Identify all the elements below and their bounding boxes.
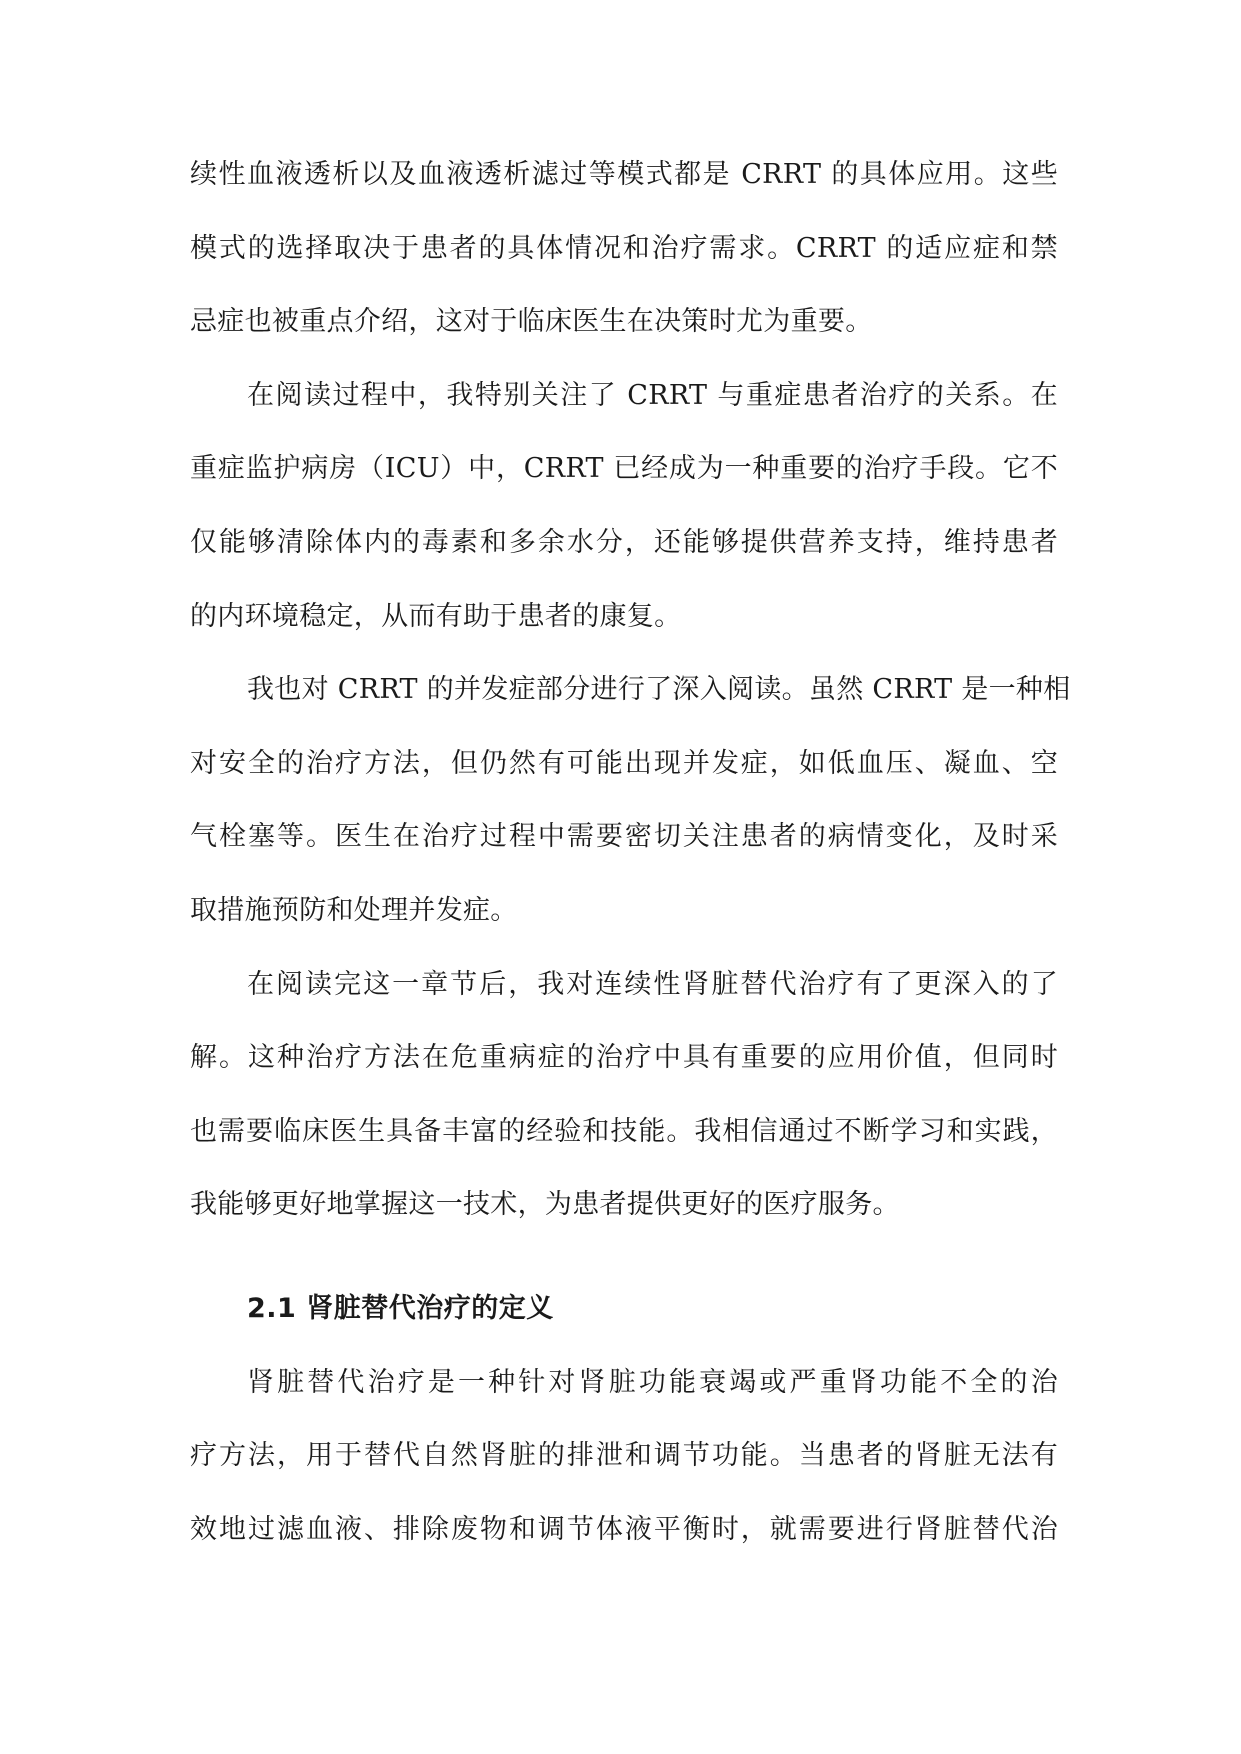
text-line: 在阅读完这一章节后，我对连续性肾脏替代治疗有了更深入的了: [247, 968, 1058, 1000]
text-line: 疗方法，用于替代自然肾脏的排泄和调节功能。当患者的肾脏无法有: [190, 1440, 1058, 1472]
text-line: 忌症也被重点介绍，这对于临床医生在决策时尤为重要。: [190, 306, 873, 338]
section-paragraph: [190, 1346, 1058, 1567]
paragraph-1: [190, 138, 1058, 359]
text-line: 我也对 CRRT 的并发症部分进行了深入阅读。虽然 CRRT 是一种相: [247, 674, 1071, 706]
text-line: 也需要临床医生具备丰富的经验和技能。我相信通过不断学习和实践，: [190, 1115, 1058, 1147]
text-line: 模式的选择取决于患者的具体情况和治疗需求。CRRT 的适应症和禁: [190, 232, 1058, 264]
text-line: 续性血液透析以及血液透析滤过等模式都是 CRRT 的具体应用。这些: [190, 159, 1058, 190]
text-line: 仅能够清除体内的毒素和多余水分，还能够提供营养支持，维持患者: [190, 526, 1058, 558]
text-line: 重症监护病房（ICU）中，CRRT 已经成为一种重要的治疗手段。它不: [190, 453, 1058, 485]
text-line: 肾脏替代治疗是一种针对肾脏功能衰竭或严重肾功能不全的治: [247, 1366, 1058, 1398]
text-line: 的内环境稳定，从而有助于患者的康复。: [190, 600, 682, 632]
document-page: [190, 138, 1071, 1566]
text-line: 效地过滤血液、排除废物和调节体液平衡时，就需要进行肾脏替代治: [190, 1513, 1058, 1545]
paragraph-4: [190, 948, 1058, 1242]
text-line: 气栓塞等。医生在治疗过程中需要密切关注患者的病情变化，及时采: [190, 821, 1058, 853]
text-line: 在阅读过程中，我特别关注了 CRRT 与重症患者治疗的关系。在: [247, 379, 1058, 411]
paragraph-3: [190, 653, 1071, 947]
text-line: 取措施预防和处理并发症。: [190, 894, 518, 926]
text-line: 解。这种治疗方法在危重病症的治疗中具有重要的应用价值，但同时: [190, 1042, 1058, 1074]
section-heading: 2.1 肾脏替代治疗的定义: [247, 1292, 554, 1324]
text-line: 我能够更好地掌握这一技术，为患者提供更好的医疗服务。: [190, 1189, 900, 1221]
text-line: 对安全的治疗方法，但仍然有可能出现并发症，如低血压、凝血、空: [190, 747, 1058, 779]
paragraph-2: [190, 359, 1058, 653]
